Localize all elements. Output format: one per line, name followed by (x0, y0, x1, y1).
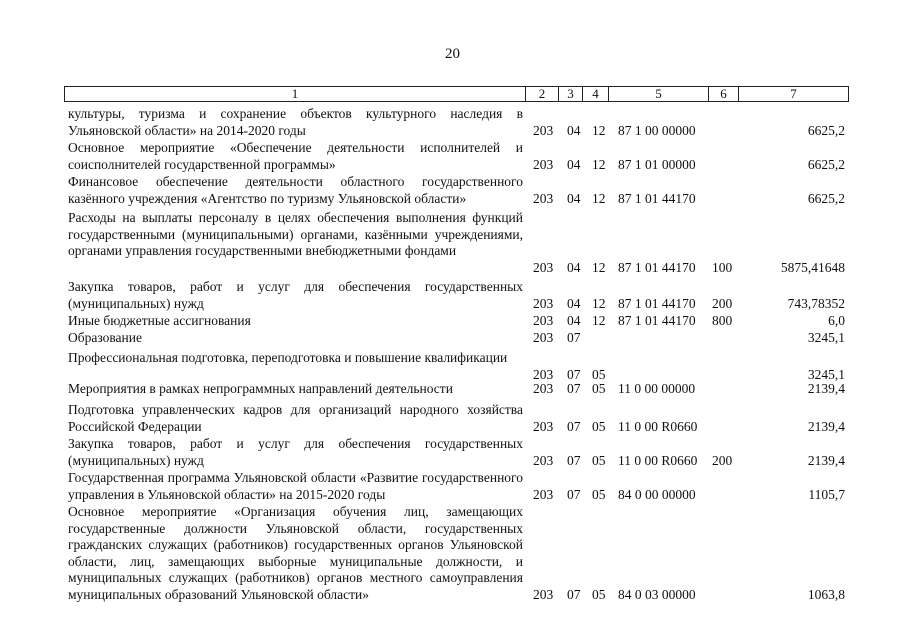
cell-c3: 04 (567, 313, 581, 328)
column-header-5: 5 (608, 87, 708, 101)
cell-c4: 12 (592, 190, 606, 206)
cell-c2: 203 (533, 122, 554, 138)
cell-c6: 200 (712, 295, 733, 311)
cell-c5: 87 1 00 00000 (618, 122, 696, 138)
cell-c5: 84 0 00 00000 (618, 486, 696, 502)
cell-c2: 203 (533, 313, 554, 328)
cell-c3: 07 (567, 486, 581, 502)
row-description: Основное мероприятие «Организация обучения лиц, замещающих государственные должности Ульяновской области, государственных гражданских служащих (работников) государственных органов Ульяновской области, лиц, замещающих выборные муниципальные должности, и муниципальных служащих (работников) органов местного самоуправления муниципальных образований Ульяновской области» (68, 504, 523, 602)
row-description: Иные бюджетные ассигнования (68, 313, 251, 328)
cell-c3: 07 (567, 418, 581, 434)
table-header (64, 86, 849, 102)
cell-c4: 12 (592, 122, 606, 138)
cell-c7: 3245,1 (807, 330, 845, 345)
cell-c7: 6625,2 (807, 156, 845, 172)
cell-c4: 12 (592, 259, 606, 275)
cell-c7: 6625,2 (807, 122, 845, 138)
cell-c5: 11 0 00 R0660 (618, 418, 698, 434)
cell-c4: 05 (592, 586, 606, 602)
cell-c5: 87 1 01 44170 (618, 190, 696, 206)
cell-c7: 2139,4 (807, 418, 845, 434)
cell-c4: 05 (592, 381, 606, 396)
cell-c6: 800 (712, 313, 733, 328)
cell-c7: 1105,7 (808, 486, 845, 502)
cell-c3: 04 (567, 190, 581, 206)
row-description: Мероприятия в рамках непрограммных направлений деятельности (68, 381, 453, 396)
row-description: Образование (68, 330, 142, 345)
cell-c5: 87 1 01 44170 (618, 259, 696, 275)
cell-c2: 203 (533, 156, 554, 172)
cell-c5: 87 1 01 44170 (618, 313, 696, 328)
column-header-4: 4 (582, 87, 608, 101)
cell-c3: 04 (567, 295, 581, 311)
cell-c2: 203 (533, 330, 554, 345)
cell-c7: 2139,4 (807, 452, 845, 468)
cell-c5: 87 1 01 44170 (618, 295, 696, 311)
cell-c3: 07 (567, 586, 581, 602)
column-header-3: 3 (558, 87, 582, 101)
row-description: Основное мероприятие «Обеспечение деятельности исполнителей и соисполнителей государственной программы» (68, 140, 523, 172)
cell-c7: 1063,8 (807, 586, 845, 602)
cell-c7: 2139,4 (807, 381, 845, 396)
cell-c7: 6,0 (828, 313, 845, 328)
cell-c2: 203 (533, 366, 554, 382)
cell-c3: 07 (567, 381, 581, 396)
row-description: Закупка товаров, работ и услуг для обеспечения государственных (муниципальных) нужд (68, 279, 523, 311)
row-description: Закупка товаров, работ и услуг для обеспечения государственных (муниципальных) нужд (68, 436, 523, 468)
cell-c7: 743,78352 (787, 295, 845, 311)
cell-c3: 07 (567, 330, 581, 345)
cell-c4: 12 (592, 295, 606, 311)
cell-c3: 07 (567, 452, 581, 468)
cell-c5: 11 0 00 R0660 (618, 452, 698, 468)
cell-c4: 12 (592, 156, 606, 172)
cell-c2: 203 (533, 452, 554, 468)
cell-c2: 203 (533, 586, 554, 602)
column-header-1: 1 (291, 86, 299, 101)
page-number: 20 (445, 46, 460, 62)
cell-c5: 87 1 01 00000 (618, 156, 696, 172)
cell-c2: 203 (533, 381, 554, 396)
cell-c2: 203 (533, 486, 554, 502)
column-header-7: 7 (738, 87, 848, 101)
cell-c2: 203 (533, 295, 554, 311)
cell-c6: 100 (712, 259, 733, 275)
cell-c2: 203 (533, 259, 554, 275)
cell-c6: 200 (712, 452, 733, 468)
column-header-6: 6 (708, 87, 738, 101)
cell-c4: 05 (592, 452, 606, 468)
cell-c7: 3245,1 (807, 366, 845, 382)
cell-c7: 5875,41648 (780, 259, 845, 275)
cell-c5: 11 0 00 00000 (618, 381, 696, 396)
cell-c4: 05 (592, 418, 606, 434)
cell-c5: 84 0 03 00000 (618, 586, 696, 602)
row-description: Подготовка управленческих кадров для организаций народного хозяйства Российской Федерации (68, 402, 523, 434)
cell-c4: 12 (592, 313, 606, 328)
row-description: Государственная программа Ульяновской области «Развитие государственного управления в Ульяновской области» на 2015-2020 годы (68, 470, 523, 502)
cell-c3: 04 (567, 259, 581, 275)
cell-c3: 04 (567, 122, 581, 138)
row-description: Расходы на выплаты персоналу в целях обеспечения выполнения функций государственными (муниципальными) органами, казёнными учреждениями, органами управления государственными внебюджетными фондами (68, 210, 523, 258)
row-description: культуры, туризма и сохранение объектов культурного наследия в Ульяновской области» на 2014-2020 годы (68, 106, 523, 138)
row-description: Финансовое обеспечение деятельности областного государственного казённого учреждения «Агентство по туризму Ульяновской области» (68, 174, 523, 206)
row-description: Профессиональная подготовка, переподготовка и повышение квалификации (68, 350, 508, 365)
cell-c3: 04 (567, 156, 581, 172)
cell-c2: 203 (533, 190, 554, 206)
cell-c7: 6625,2 (807, 190, 845, 206)
column-header-2: 2 (525, 87, 558, 101)
cell-c4: 05 (592, 366, 606, 382)
cell-c2: 203 (533, 418, 554, 434)
cell-c3: 07 (567, 366, 581, 382)
cell-c4: 05 (592, 486, 606, 502)
